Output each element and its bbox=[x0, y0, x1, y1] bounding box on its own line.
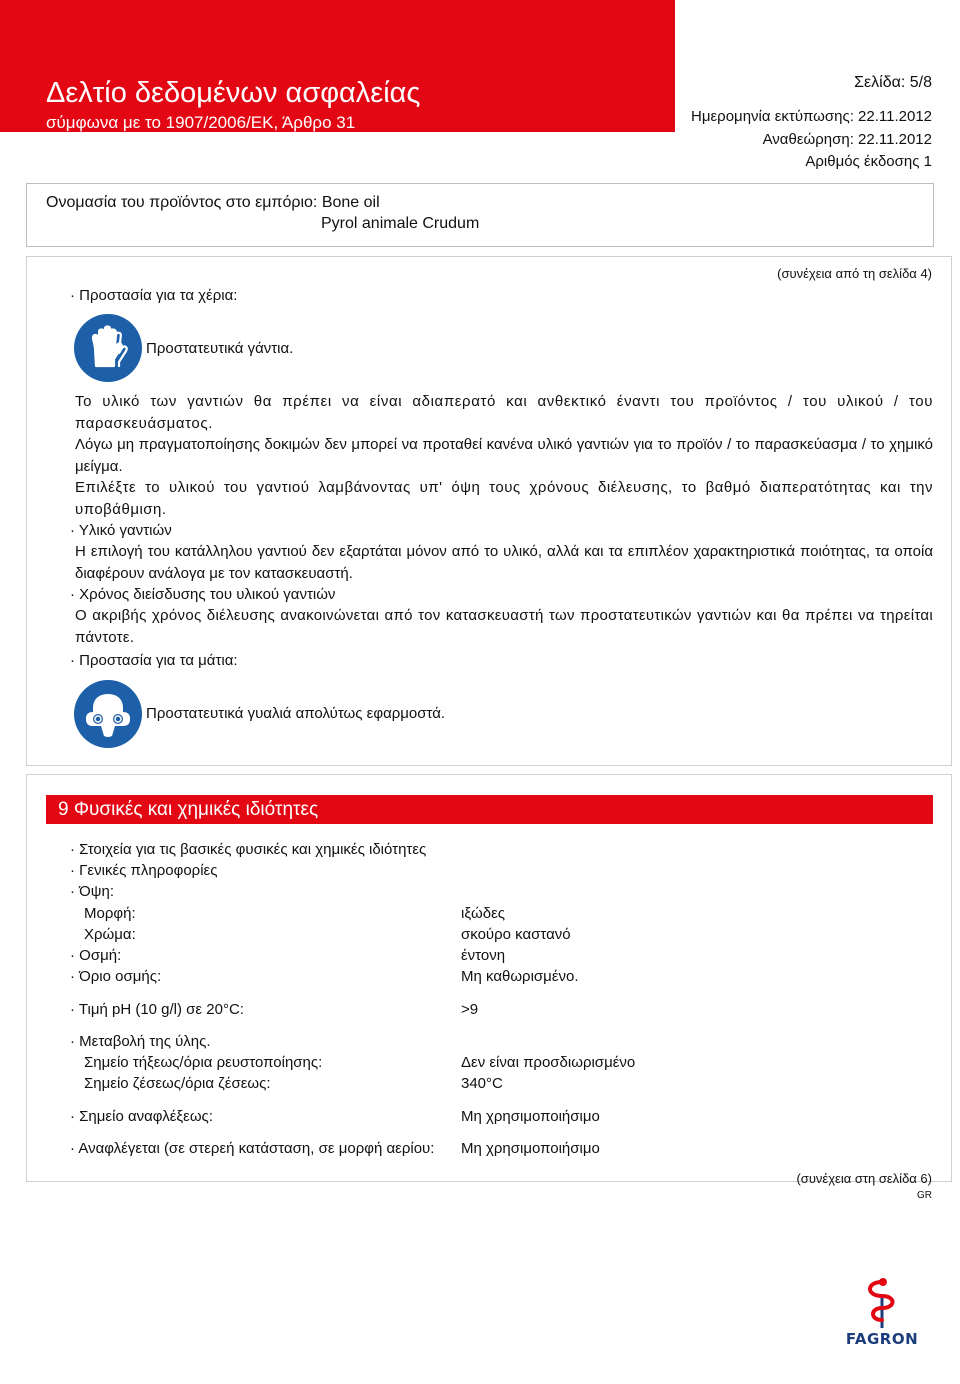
state-change-heading: · Μεταβολή της ύλης. bbox=[70, 1033, 211, 1050]
hand-protection-heading: · Προστασία για τα χέρια: bbox=[70, 287, 238, 304]
glove-selection-paragraph: Επιλέξτε το υλικού του γαντιού λαμβάνοντας υπ' όψη τους χρόνους διέλευσης, το βαθμό διαπερατότητας και την υποβάθμιση. bbox=[75, 479, 933, 518]
glove-material-text: Η επιλογή του κατάλληλου γαντιού δεν εξαρτάται μόνον από το υλικό, αλλά και τα επιπλέον χαρακτηριστικά ποιότητας, τα οποία διαφέρουν ανάλογα με τον κατασκευαστή. bbox=[75, 543, 933, 582]
melting-point-value: Δεν είναι προσδιωρισμένο bbox=[461, 1054, 636, 1071]
version-number: Αριθμός έκδοσης 1 bbox=[805, 153, 932, 170]
flammability-value: Μη χρησιμοποιήσιμο bbox=[461, 1140, 600, 1157]
document-title: Δελτίο δεδομένων ασφαλείας bbox=[46, 77, 421, 109]
boiling-point-label: Σημείο ζέσεως/όρια ζέσεως: bbox=[84, 1075, 271, 1092]
section9-title: 9 Φυσικές και χημικές ιδιότητες bbox=[46, 795, 933, 824]
melting-point-label: Σημείο τήξεως/όρια ρευστοποίησης: bbox=[84, 1054, 323, 1071]
continued-from: (συνέχεια από τη σελίδα 4) bbox=[777, 266, 932, 281]
page-number: Σελίδα: 5/8 bbox=[854, 74, 932, 91]
logo-text: FAGRON bbox=[845, 1330, 919, 1348]
eye-protection-heading: · Προστασία για τα μάτια: bbox=[70, 652, 238, 669]
product-latin-name: Pyrol animale Crudum bbox=[321, 215, 480, 232]
form-label: Μορφή: bbox=[84, 905, 136, 922]
color-value: σκούρο καστανό bbox=[461, 926, 571, 943]
glove-material-paragraph: Το υλικό των γαντιών θα πρέπει να είναι αδιαπερατό και ανθεκτικό έναντι του προϊόντος / του υλικού / του παρασκευάσματος. bbox=[75, 393, 933, 432]
goggles-icon bbox=[74, 680, 142, 748]
odor-threshold-label: · Όριο οσμής: bbox=[70, 968, 162, 985]
penetration-time-heading: · Χρόνος διείσδυσης του υλικού γαντιών bbox=[70, 586, 336, 603]
odor-threshold-value: Μη καθωρισμένο. bbox=[461, 968, 579, 985]
flammability-label: · Αναφλέγεται (σε στερεή κατάσταση, σε μορφή αερίου: bbox=[70, 1140, 435, 1157]
gloves-caption: Προστατευτικά γάντια. bbox=[146, 340, 294, 357]
appearance-heading: · Όψη: bbox=[70, 883, 114, 900]
language-code: GR bbox=[917, 1190, 932, 1201]
caduceus-icon bbox=[836, 1274, 928, 1330]
gloves-icon bbox=[74, 314, 142, 382]
ph-label: · Τιμή pH (10 g/l) σε 20°C: bbox=[70, 1001, 244, 1018]
form-value: ιξώδες bbox=[461, 905, 506, 922]
penetration-time-text: Ο ακριβής χρόνος διέλευσης ανακοινώνεται από τον κατασκευαστή των προστατευτικών γαντιών και θα πρέπει να τηρείται πάντοτε. bbox=[75, 607, 933, 646]
color-label: Χρώμα: bbox=[84, 926, 136, 943]
boiling-point-value: 340°C bbox=[461, 1075, 503, 1092]
flash-point-value: Μη χρησιμοποιήσιμο bbox=[461, 1108, 600, 1125]
general-info-heading: · Γενικές πληροφορίες bbox=[70, 862, 218, 879]
odor-label: · Οσμή: bbox=[70, 947, 122, 964]
basic-properties-heading: · Στοιχεία για τις βασικές φυσικές και χημικές ιδιότητες bbox=[70, 841, 427, 858]
goggles-caption: Προστατευτικά γυαλιά απολύτως εφαρμοστά. bbox=[146, 705, 446, 722]
document-subtitle: σύμφωνα με το 1907/2006/ΕΚ, Άρθρο 31 bbox=[46, 113, 356, 132]
print-date: Ημερομηνία εκτύπωσης: 22.11.2012 bbox=[691, 108, 932, 125]
product-trade-name: Ονομασία του προϊόντος στο εμπόριο: Bone oil bbox=[46, 194, 380, 211]
odor-value: έντονη bbox=[461, 947, 506, 964]
revision-date: Αναθεώρηση: 22.11.2012 bbox=[762, 131, 932, 148]
no-tests-paragraph: Λόγω μη πραγματοποίησης δοκιμών δεν μπορεί να προταθεί κανένα υλικό γαντιών για το προϊόν / το παρασκεύασμα / το χημικό μείγμα. bbox=[75, 436, 933, 475]
ph-value: >9 bbox=[461, 1001, 479, 1018]
continued-to: (συνέχεια στη σελίδα 6) bbox=[796, 1171, 932, 1186]
fagron-logo bbox=[836, 1274, 928, 1370]
flash-point-label: · Σημείο αναφλέξεως: bbox=[70, 1108, 213, 1125]
glove-material-heading: · Υλικό γαντιών bbox=[70, 522, 172, 539]
